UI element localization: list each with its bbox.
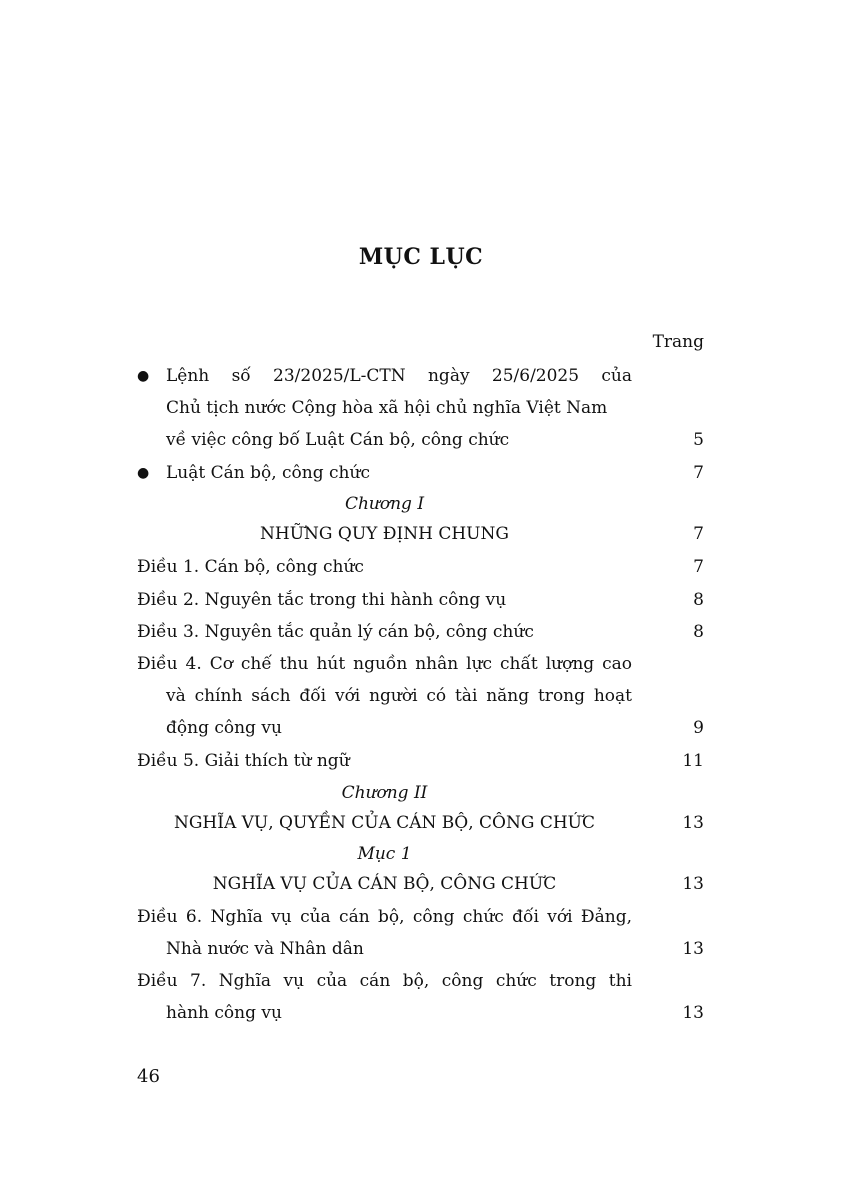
section-1-label: Mục 1 bbox=[357, 844, 412, 864]
article-3-page: 8 bbox=[693, 622, 704, 642]
section-1-page: 13 bbox=[682, 874, 704, 894]
page-title: MỤC LỤC bbox=[358, 244, 484, 270]
chapter-1-heading: NHỮNG QUY ĐỊNH CHUNG bbox=[260, 524, 509, 544]
chapter-2-heading: NGHĨA VỤ, QUYỀN CỦA CÁN BỘ, CÔNG CHỨC bbox=[173, 813, 596, 833]
article-3: Điều 3. Nguyên tắc quản lý cán bộ, công chức bbox=[137, 622, 534, 642]
entry-lenh-line1: Lệnh số 23/2025/L-CTN ngày 25/6/2025 của bbox=[166, 366, 632, 386]
article-1: Điều 1. Cán bộ, công chức bbox=[137, 557, 364, 577]
page-number: 46 bbox=[137, 1066, 160, 1087]
article-7-line1: Điều 7. Nghĩa vụ của cán bộ, công chức trong thi bbox=[137, 971, 632, 991]
entry-luat: Luật Cán bộ, công chức bbox=[166, 463, 370, 483]
entry-luat-page: 7 bbox=[693, 463, 704, 483]
chapter-1-label: Chương I bbox=[344, 494, 425, 514]
article-4-line1: Điều 4. Cơ chế thu hút nguồn nhân lực chất lượng cao bbox=[137, 654, 632, 674]
article-2-page: 8 bbox=[693, 590, 704, 610]
article-6-page: 13 bbox=[682, 939, 704, 959]
article-2: Điều 2. Nguyên tắc trong thi hành công vụ bbox=[137, 590, 507, 610]
article-6-line1: Điều 6. Nghĩa vụ của cán bộ, công chức đối với Đảng, bbox=[137, 907, 632, 927]
chapter-2-label: Chương II bbox=[341, 783, 428, 803]
section-1-heading: NGHĨA VỤ CỦA CÁN BỘ, CÔNG CHỨC bbox=[212, 874, 557, 894]
bullet-icon: ● bbox=[137, 368, 150, 384]
article-7-page: 13 bbox=[682, 1003, 704, 1023]
article-5-page: 11 bbox=[682, 751, 704, 771]
article-1-page: 7 bbox=[693, 557, 704, 577]
entry-lenh-line3: về việc công bố Luật Cán bộ, công chức bbox=[166, 430, 510, 450]
article-7-line2: hành công vụ bbox=[166, 1003, 282, 1023]
article-4-line2: và chính sách đối với người có tài năng trong hoạt bbox=[166, 686, 632, 706]
chapter-2-page: 13 bbox=[682, 813, 704, 833]
page-column-label: Trang bbox=[652, 332, 704, 352]
article-6-line2: Nhà nước và Nhân dân bbox=[166, 939, 364, 959]
article-4-line3: động công vụ bbox=[166, 718, 282, 738]
chapter-1-page: 7 bbox=[693, 524, 704, 544]
bullet-icon: ● bbox=[137, 465, 150, 481]
entry-lenh-line2: Chủ tịch nước Cộng hòa xã hội chủ nghĩa Việt Nam bbox=[166, 398, 608, 418]
article-5: Điều 5. Giải thích từ ngữ bbox=[137, 751, 350, 771]
article-4-page: 9 bbox=[693, 718, 704, 738]
entry-lenh-page: 5 bbox=[693, 430, 704, 450]
